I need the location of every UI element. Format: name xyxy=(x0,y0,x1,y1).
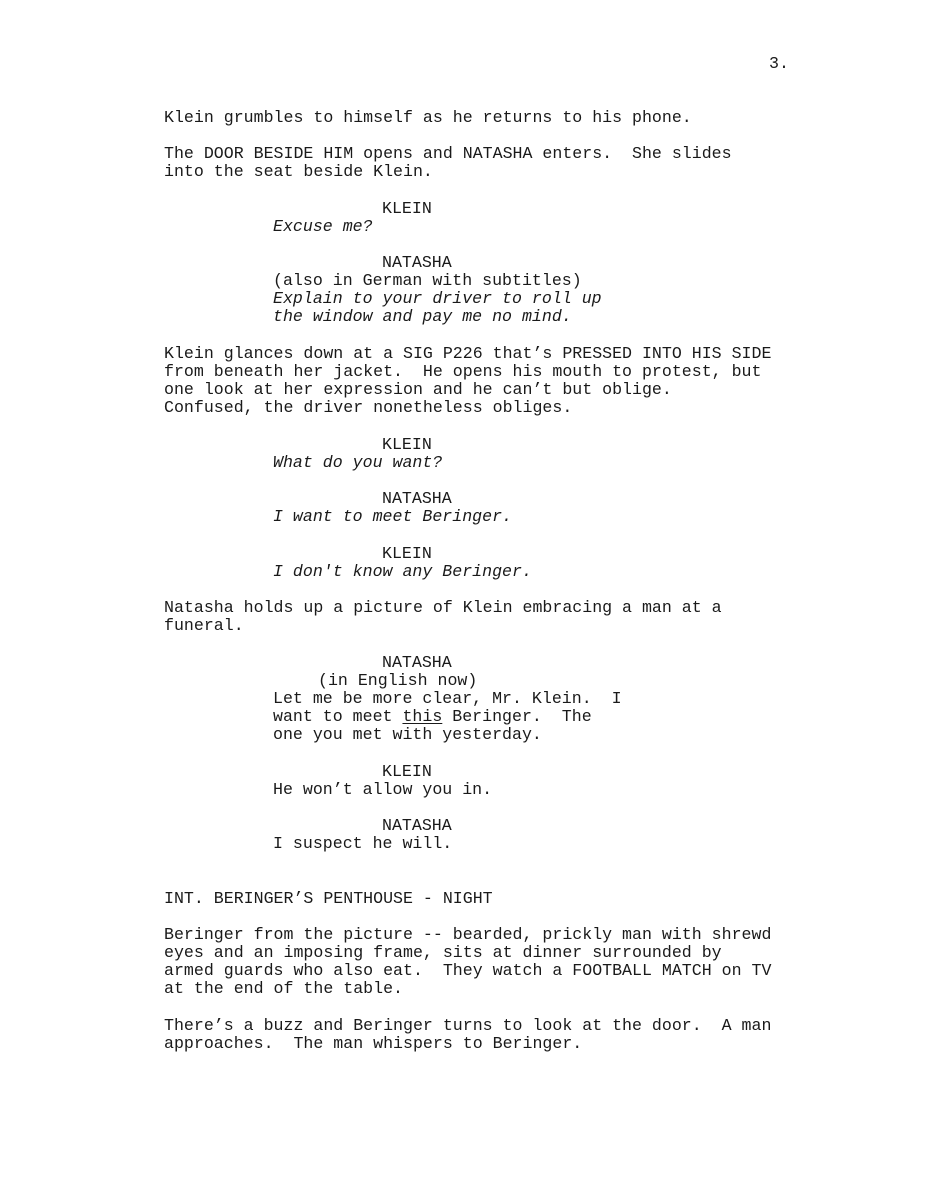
dialogue-line: He won’t allow you in. xyxy=(273,780,493,799)
character-name: KLEIN xyxy=(382,199,432,218)
action-line: funeral. xyxy=(164,616,244,635)
dialogue-line xyxy=(273,708,592,726)
action-line: There’s a buzz and Beringer turns to look at the door. A man xyxy=(164,1016,772,1035)
action-line: into the seat beside Klein. xyxy=(164,162,433,181)
dialogue-line: Let me be more clear, Mr. Klein. I xyxy=(273,689,622,708)
action-line: one look at her expression and he can’t but oblige. xyxy=(164,380,672,399)
action-line: Confused, the driver nonetheless obliges. xyxy=(164,398,573,417)
dialogue-line: What do you want? xyxy=(273,453,443,472)
character-name: NATASHA xyxy=(382,489,452,508)
scene-heading: INT. BERINGER’S PENTHOUSE - NIGHT xyxy=(164,889,493,908)
dialogue-line: Excuse me? xyxy=(273,217,373,236)
dialogue-text: want to meet xyxy=(273,707,403,726)
dialogue-line: I suspect he will. xyxy=(273,834,453,853)
action-line: Klein glances down at a SIG P226 that’s PRESSED INTO HIS SIDE xyxy=(164,344,772,363)
action-line: at the end of the table. xyxy=(164,979,403,998)
character-name: KLEIN xyxy=(382,544,432,563)
action-line: from beneath her jacket. He opens his mouth to protest, but xyxy=(164,362,762,381)
parenthetical: (in English now) xyxy=(318,671,478,690)
character-name: NATASHA xyxy=(382,816,452,835)
action-line: armed guards who also eat. They watch a FOOTBALL MATCH on TV xyxy=(164,961,772,980)
character-name: KLEIN xyxy=(382,435,432,454)
character-name: NATASHA xyxy=(382,653,452,672)
dialogue-line: I want to meet Beringer. xyxy=(273,507,512,526)
action-line: The DOOR BESIDE HIM opens and NATASHA enters. She slides xyxy=(164,144,732,163)
action-line: eyes and an imposing frame, sits at dinner surrounded by xyxy=(164,943,722,962)
character-name: KLEIN xyxy=(382,762,432,781)
parenthetical: (also in German with subtitles) xyxy=(273,271,582,290)
dialogue-line: the window and pay me no mind. xyxy=(273,307,572,326)
character-name: NATASHA xyxy=(382,253,452,272)
action-line: Natasha holds up a picture of Klein embracing a man at a xyxy=(164,598,722,617)
dialogue-text: Beringer. The xyxy=(442,707,592,726)
action-line: Beringer from the picture -- bearded, prickly man with shrewd xyxy=(164,925,772,944)
action-line: approaches. The man whispers to Beringer. xyxy=(164,1034,583,1053)
dialogue-line: Explain to your driver to roll up xyxy=(273,289,602,308)
action-line: Klein grumbles to himself as he returns to his phone. xyxy=(164,108,692,127)
dialogue-line: I don't know any Beringer. xyxy=(273,562,532,581)
dialogue-line: one you met with yesterday. xyxy=(273,725,542,744)
page-number: 3. xyxy=(769,54,789,73)
emphasized-word: this xyxy=(402,707,443,726)
